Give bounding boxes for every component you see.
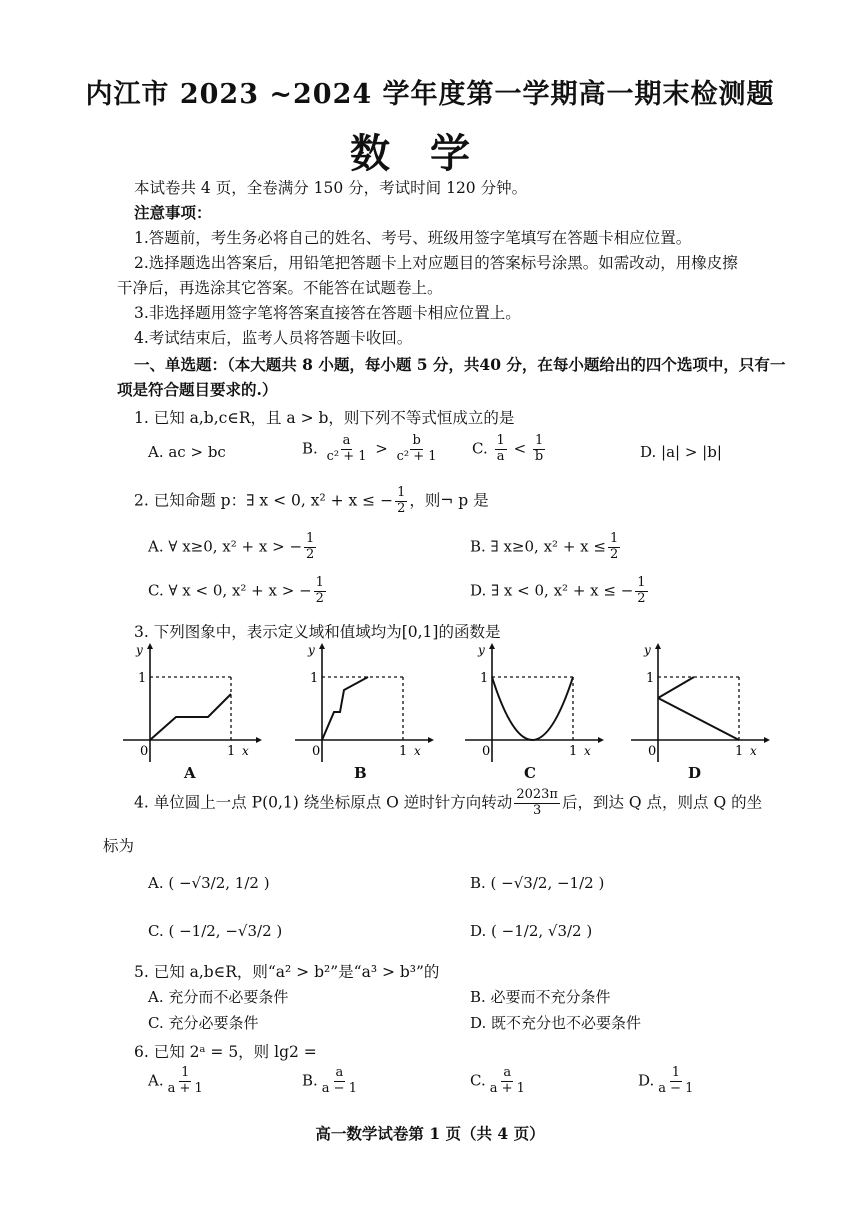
graph-a-zero: 0 <box>140 744 149 759</box>
q6-b-frac: $\frac{a}{a - 1}$ <box>321 1065 357 1096</box>
svg-text:1: 1 <box>735 744 744 759</box>
q4-stem-frac: $\frac{2023\pi}{3}$ <box>516 787 558 818</box>
svg-text:1: 1 <box>399 744 408 759</box>
q6-c-frac: $\frac{a}{a + 1}$ <box>489 1065 525 1096</box>
subject-title: 数学 <box>350 130 510 177</box>
q2-option-d <box>470 576 650 607</box>
q3-label-a: A <box>184 764 196 782</box>
note-2b: 干净后，再选涂其它答案。不能答在试题卷上。 <box>117 279 443 297</box>
q3-graph-d <box>626 640 771 765</box>
svg-text:1: 1 <box>569 744 578 759</box>
svg-text:1: 1 <box>310 671 319 686</box>
svg-text:1: 1 <box>646 671 655 686</box>
q2-c-frac: $\frac{1}{2}$ <box>315 575 324 606</box>
svg-text:0: 0 <box>312 744 321 759</box>
q3-label-b: B <box>354 764 367 782</box>
q5-option-c: C. 充分必要条件 <box>148 1014 259 1032</box>
graph-a-curve <box>150 694 231 740</box>
svg-text:1: 1 <box>480 671 489 686</box>
note-3: 3.非选择题用签字笔将答案直接答在答题卡相应位置上。 <box>134 304 521 322</box>
q5-option-a: A. 充分而不必要条件 <box>148 988 289 1006</box>
q5-stem: 5. 已知 a,b∈R，则“a² > b²”是“a³ > b³”的 <box>134 963 440 981</box>
q3-graph-a <box>118 640 263 765</box>
svg-text:x: x <box>584 744 591 758</box>
q2-a-frac: $\frac{1}{2}$ <box>306 531 315 562</box>
q1-option-d: D. |a| > |b| <box>640 443 722 461</box>
exam-title: 内江市 2023 ~2024 学年度第一学期高一期末检测题 <box>85 79 775 110</box>
note-4: 4.考试结束后，监考人员将答题卡收回。 <box>134 329 413 347</box>
q1-stem: 1. 已知 a,b,c∈R，且 a > b，则下列不等式恒成立的是 <box>134 409 515 427</box>
q4-stem-c: 标为 <box>103 837 135 855</box>
svg-text:x: x <box>750 744 757 758</box>
note-1: 1.答题前，考生务必将自己的姓名、考号、班级用签字笔填写在答题卡相应位置。 <box>134 229 692 247</box>
q6-a-label: A. <box>148 1071 164 1090</box>
graph-d-upper-line <box>658 677 694 698</box>
q1-option-a: A. ac > bc <box>148 443 226 461</box>
q6-stem: 6. 已知 2ᵃ = 5，则 lg2 = <box>134 1043 317 1061</box>
q3-graph-c <box>460 640 605 765</box>
graph-a-one-x: 1 <box>227 744 236 759</box>
q6-option-b <box>302 1066 361 1097</box>
q4-stem <box>134 788 762 819</box>
q1-b-op: > <box>375 439 388 458</box>
graph-a-y-label: y <box>136 643 143 657</box>
q3-label-c: C <box>524 764 536 782</box>
notes-heading: 注意事项： <box>134 203 212 222</box>
q1-b-frac-left: $\frac{a}{\text{c² + 1}}$ <box>326 433 367 464</box>
q4-option-a: A. ( −√3/2, 1/2 ) <box>148 874 270 892</box>
section1-heading-a: 一、单选题：（本大题共 8 小题，每小题 5 分，共40 分，在每小题给出的四个选项中，只有一 <box>134 355 786 374</box>
graph-a-one-y: 1 <box>138 671 147 686</box>
svg-text:0: 0 <box>482 744 491 759</box>
q4-stem-a: 4. 单位圆上一点 P(0,1) 绕坐标原点 O 逆时针方向转动 <box>134 793 513 812</box>
q4-option-b: B. ( −√3/2, −1/2 ) <box>470 874 605 892</box>
note-2a: 2.选择题选出答案后，用铅笔把答题卡上对应题目的答案标号涂黑。如需改动，用橡皮擦 <box>134 254 738 272</box>
q1-c-op: < <box>513 439 527 458</box>
svg-text:y: y <box>478 643 485 657</box>
svg-text:y: y <box>644 643 651 657</box>
q6-option-a <box>148 1066 207 1097</box>
q4-option-d: D. ( −1/2, √3/2 ) <box>470 922 593 940</box>
q6-d-label: D. <box>638 1071 655 1090</box>
q2-stem-a: 2. 已知命题 p：∃ x < 0, x² + x ≤ − <box>134 491 394 510</box>
q1-b-label: B. <box>302 439 318 458</box>
q2-b-text: B. ∃ x≥0, x² + x ≤ <box>470 537 606 556</box>
intro-line: 本试卷共 4 页，全卷满分 150 分，考试时间 120 分钟。 <box>134 179 528 197</box>
svg-text:0: 0 <box>648 744 657 759</box>
q6-option-c <box>470 1066 529 1097</box>
graph-d-lower-line <box>658 698 739 740</box>
q1-option-c <box>472 434 547 465</box>
graph-c-curve <box>492 677 573 740</box>
q2-option-c <box>148 576 328 607</box>
q2-d-text: D. ∃ x < 0, x² + x ≤ − <box>470 581 634 600</box>
q4-option-c: C. ( −1/2, −√3/2 ) <box>148 922 283 940</box>
q6-d-frac: $\frac{1}{a - 1}$ <box>658 1065 694 1096</box>
q1-b-frac-right: $\frac{b}{\text{c² + 1}}$ <box>396 433 437 464</box>
svg-text:y: y <box>308 643 315 657</box>
q2-c-text: C. ∀ x < 0, x² + x > − <box>148 581 312 600</box>
page-footer: 高一数学试卷第 1 页（共 4 页） <box>315 1124 545 1143</box>
q6-b-label: B. <box>302 1071 318 1090</box>
q3-stem: 3. 下列图象中，表示定义域和值域均为[0,1]的函数是 <box>134 623 501 641</box>
q2-d-frac: $\frac{1}{2}$ <box>637 575 646 606</box>
q1-c-frac-right: $\frac{1}{b}$ <box>534 433 544 464</box>
q1-c-label: C. <box>472 439 488 458</box>
q6-c-label: C. <box>470 1071 486 1090</box>
q2-stem <box>134 486 489 517</box>
q2-option-a <box>148 532 318 563</box>
q5-option-b: B. 必要而不充分条件 <box>470 988 611 1006</box>
q6-option-d <box>638 1066 697 1097</box>
q3-label-d: D <box>688 764 702 782</box>
q6-a-frac: $\frac{1}{a + 1}$ <box>167 1065 203 1096</box>
q2-option-b <box>470 532 622 563</box>
q4-stem-b: 后，到达 Q 点，则点 Q 的坐 <box>561 793 763 812</box>
section1-heading-b: 项是符合题目要求的.） <box>117 380 278 399</box>
svg-text:x: x <box>414 744 421 758</box>
q1-option-b <box>302 434 441 465</box>
q2-a-text: A. ∀ x≥0, x² + x > − <box>148 537 303 556</box>
q3-graph-b <box>290 640 435 765</box>
graph-b-curve <box>322 677 368 740</box>
q2-stem-frac: $\frac{1}{2}$ <box>397 485 406 516</box>
graph-a-x-label: x <box>242 744 249 758</box>
q1-c-frac-left: $\frac{1}{a}$ <box>496 433 505 464</box>
q2-stem-b: ，则¬ p 是 <box>409 491 489 510</box>
q5-option-d: D. 既不充分也不必要条件 <box>470 1014 642 1032</box>
q2-b-frac: $\frac{1}{2}$ <box>609 531 619 562</box>
